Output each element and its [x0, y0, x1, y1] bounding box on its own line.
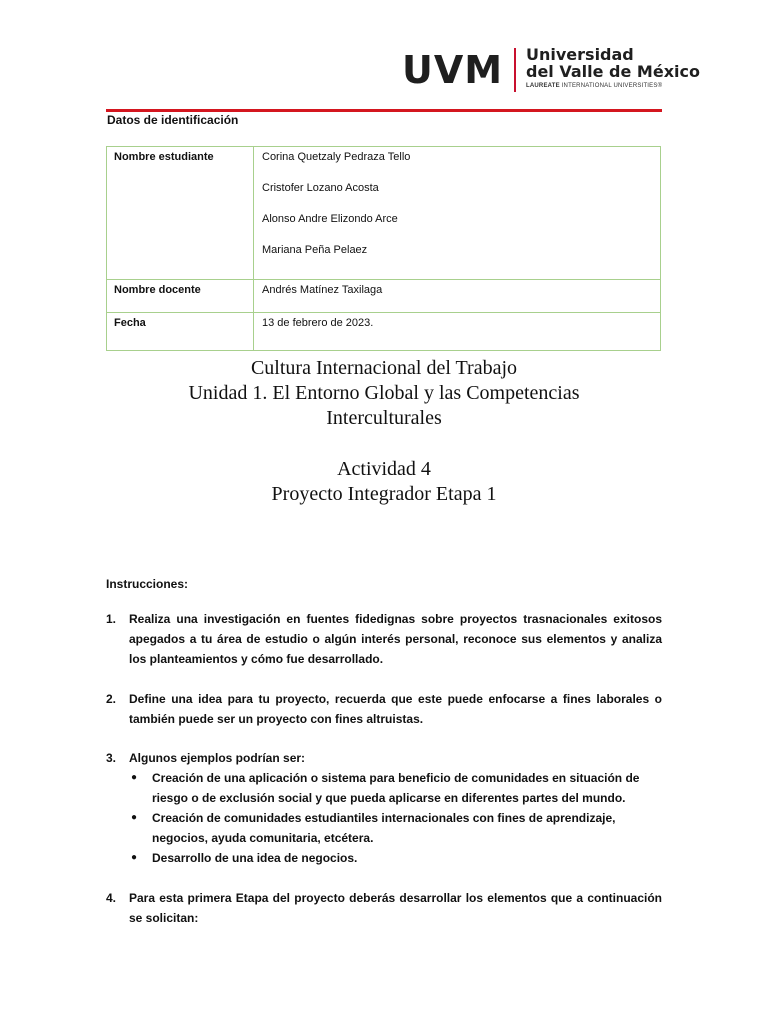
identification-table	[106, 146, 661, 351]
course-title: Cultura Internacional del Trabajo	[250, 357, 518, 379]
student-names	[254, 147, 661, 280]
list-item-text: Para esta primera Etapa del proyecto deberás desarrollar los elementos que a continuación se solicitan:	[129, 891, 662, 925]
list-item: 2. Define una idea para tu proyecto, recuerda que este puede enfocarse a fines laborales o también puede ser un proyecto con fines altruistas.	[106, 689, 662, 729]
list-item-text: Realiza una investigación en fuentes fidedignas sobre proyectos trasnacionales exitosos apegados a tu área de estudio o algún interés personal, reconoce sus elementos y analiza los planteamientos y cómo fue desarrollado.	[129, 612, 662, 666]
bullet-icon: ●	[131, 772, 138, 783]
list-item: 3. Algunos ejemplos podrían ser:	[106, 748, 662, 768]
student-label: Nombre estudiante	[107, 147, 254, 280]
table-row	[107, 313, 661, 351]
table-row	[107, 147, 661, 280]
unit-title-line1: Unidad 1. El Entorno Global y las Competencias	[188, 382, 580, 404]
list-item-text: Algunos ejemplos podrían ser:	[129, 751, 306, 765]
activity-title: Actividad 4	[337, 458, 431, 480]
list-item-text: Define una idea para tu proyecto, recuerda que este puede enfocarse a fines laborales o también puede ser un proyecto con fines altruistas.	[129, 692, 662, 726]
list-item	[129, 848, 662, 868]
table-row	[107, 280, 661, 313]
list-item	[129, 808, 662, 848]
unit-title-line2: Interculturales	[326, 407, 442, 429]
example-text: Desarrollo de una idea de negocios.	[152, 851, 358, 865]
student-name: Mariana Peña Pelaez	[262, 244, 368, 256]
date-value: 13 de febrero de 2023.	[254, 313, 661, 351]
list-item	[129, 768, 662, 808]
student-name: Alonso Andre Elizondo Arce	[262, 213, 398, 225]
document-titles	[106, 356, 662, 507]
logo-acronym: UVM	[402, 48, 504, 92]
bullet-icon: ●	[131, 852, 138, 863]
logo-tagline: LAUREATE INTERNATIONAL UNIVERSITIES®	[526, 83, 663, 89]
example-text: Creación de comunidades estudiantiles internacionales con fines de aprendizaje, negocios, ayuda comunitaria, etcétera.	[152, 811, 616, 845]
bullet-icon: ●	[131, 812, 138, 823]
project-title: Proyecto Integrador Etapa 1	[271, 483, 497, 505]
teacher-label: Nombre docente	[107, 280, 254, 313]
logo-university-line2: del Valle de México	[526, 62, 700, 81]
logo-separator	[514, 48, 516, 92]
logo-university-line1: Universidad	[526, 45, 634, 64]
instructions-heading: Instrucciones:	[106, 577, 189, 591]
uvm-logo	[402, 45, 700, 96]
list-item: 1. Realiza una investigación en fuentes fidedignas sobre proyectos trasnacionales exitosos apegados a tu área de estudio o algún interés personal, reconoce sus elementos y analiza los planteamientos y cómo fue desarrollado.	[106, 609, 662, 669]
teacher-name: Andrés Matínez Taxilaga	[254, 280, 661, 313]
examples-list	[129, 768, 662, 868]
student-name: Corina Quetzaly Pedraza Tello	[262, 151, 411, 163]
date-label: Fecha	[107, 313, 254, 351]
header-divider	[106, 109, 662, 112]
student-name: Cristofer Lozano Acosta	[262, 182, 379, 194]
list-item: 4. Para esta primera Etapa del proyecto deberás desarrollar los elementos que a continuación se solicitan:	[106, 888, 662, 928]
identification-heading: Datos de identificación	[107, 113, 239, 127]
example-text: Creación de una aplicación o sistema para beneficio de comunidades en situación de riesgo o de exclusión social y que pueda aplicarse en diferentes partes del mundo.	[152, 771, 640, 805]
